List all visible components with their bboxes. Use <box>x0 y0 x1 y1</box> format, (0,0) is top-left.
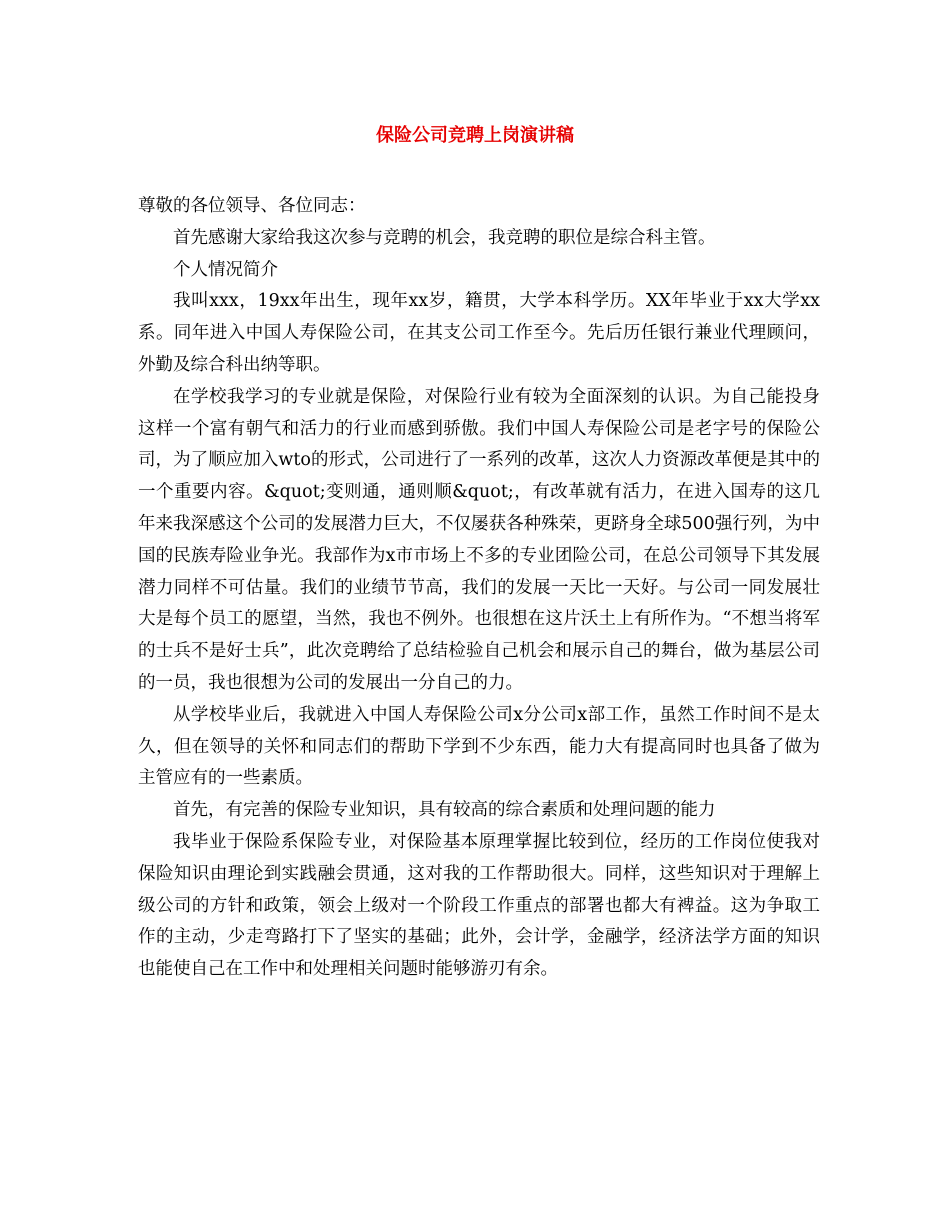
section-heading-first: 首先，有完善的保险专业知识，具有较高的综合素质和处理问题的能力 <box>173 800 716 821</box>
section-heading-personal-info: 个人情况简介 <box>173 259 278 280</box>
paragraph: 我毕业于保险系保险专业，对保险基本原理掌握比较到位，经历的工作岗位使我对保险知识由理论到实践融会贯通，这对我的工作帮助很大。同样，这些知识对于理解上级公司的方针和政策，领会上级对一个阶段工作重点的部署也都大有裨益。这为争取工作的主动，少走弯路打下了坚实的基础；此外，会计学，金融学，经济法学方面的知识也能使自己在工作中和处理相关问题时能够游刃有余。 <box>138 831 820 980</box>
salutation: 尊敬的各位领导、各位同志： <box>138 196 366 216</box>
paragraph: 在学校我学习的专业就是保险，对保险行业有较为全面深刻的认识。为自己能投身这样一个富有朝气和活力的行业而感到骄傲。我们中国人寿保险公司是老字号的保险公司，为了顺应加入wto的形式，公司进行了一系列的改革，这次人力资源改革便是其中的一个重要内容。&quot;变则通，通则顺&quot;，有改革就有活力，在进入国寿的这几年来我深感这个公司的发展潜力巨大，不仅屡获各种殊荣，更跻身全球500强行列，为中国的民族寿险业争光。我部作为x市市场上不多的专业团险公司，在总公司领导下其发展潜力同样不可估量。我们的业绩节节高，我们的发展一天比一天好。与公司一同发展壮大是每个员工的愿望，当然，我也不例外。也很想在这片沃土上有所作为。“不想当将军的士兵不是好士兵”，此次竞聘给了总结检验自己机会和展示自己的舞台，做为基层公司的一员，我也很想为公司的发展出一分自己的力。 <box>138 386 820 693</box>
paragraph: 我叫xxx，19xx年出生，现年xx岁，籍贯，大学本科学历。XX年毕业于xx大学xx系。同年进入中国人寿保险公司，在其支公司工作至今。先后历任银行兼业代理顾问，外勤及综合科出纳等职。 <box>138 291 820 375</box>
paragraph: 首先感谢大家给我这次参与竞聘的机会，我竞聘的职位是综合科主管。 <box>173 227 716 248</box>
paragraph: 从学校毕业后，我就进入中国人寿保险公司x分公司x部工作，虽然工作时间不是太久，但在领导的关怀和同志们的帮助下学到不少东西，能力大有提高同时也具备了做为主管应有的一些素质。 <box>138 704 820 789</box>
document-title: 保险公司竞聘上岗演讲稿 <box>376 125 574 146</box>
document-body <box>138 191 820 986</box>
